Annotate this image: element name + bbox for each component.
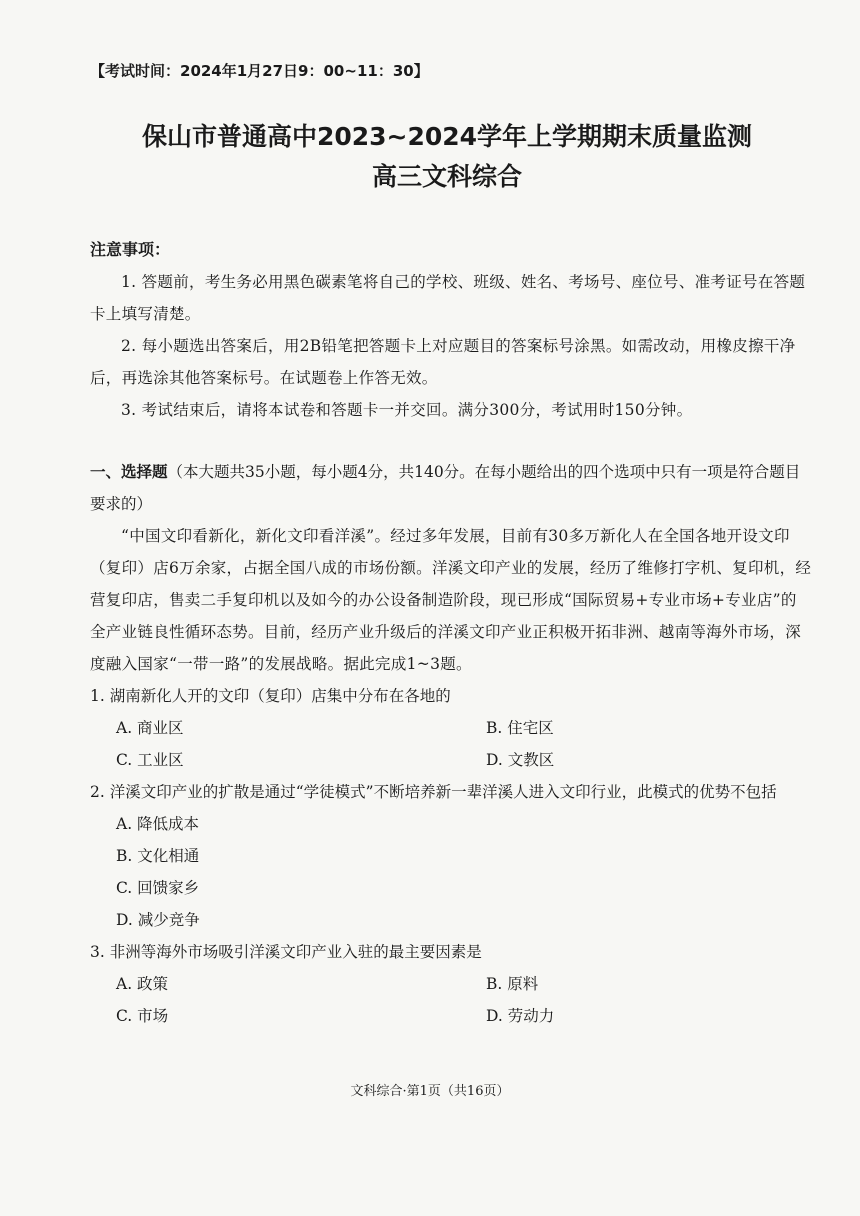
option-a: A. 政策 [116,975,169,993]
notice-item: 2. 每小题选出答案后，用2B铅笔把答题卡上对应题目的答案标号涂黑。如需改动，用橡皮擦干净后，再选涂其他答案标号。在试题卷上作答无效。 [90,337,796,387]
option-a: A. 降低成本 [116,815,200,833]
option-a: A. 商业区 [116,719,184,737]
question-stem: 2. 洋溪文印产业的扩散是通过“学徒模式”不断培养新一辈洋溪人进入文印行业，此模式的优势不包括 [90,783,777,801]
notice-list [90,266,812,426]
page-footer: 文科综合·第1页（共16页） [350,1084,510,1099]
option-b: B. 原料 [486,975,539,993]
exam-time: 【考试时间：2024年1月27日9：00~11：30】 [90,62,429,80]
option-d: D. 文教区 [486,751,555,769]
section-title: 一、选择题 [90,463,168,481]
section-description: （本大题共35小题，每小题4分，共140分。在每小题给出的四个选项中只有一项是符合题目要求的） [90,463,801,513]
question-2 [90,776,812,936]
option-c: C. 市场 [116,1007,169,1025]
option-list [90,968,812,1032]
notice-item: 1. 答题前，考生务必用黑色碳素笔将自己的学校、班级、姓名、考场号、座位号、准考证号在答题卡上填写清楚。 [90,273,806,323]
option-b: B. 文化相通 [116,847,200,865]
exam-title [90,117,812,197]
notice-heading: 注意事项： [90,240,171,259]
section-heading [90,456,812,520]
option-c: C. 回馈家乡 [116,879,200,897]
option-d: D. 减少竞争 [116,911,200,929]
option-b: B. 住宅区 [486,719,554,737]
notice-item: 3. 考试结束后，请将本试卷和答题卡一并交回。满分300分，考试用时150分钟。 [121,401,693,419]
question-stem: 3. 非洲等海外市场吸引洋溪文印产业入驻的最主要因素是 [90,943,482,961]
question-stem: 1. 湖南新化人开的文印（复印）店集中分布在各地的 [90,687,451,705]
title-line-1: 保山市普通高中2023~2024学年上学期期末质量监测 [141,122,753,151]
question-1 [90,680,812,776]
option-list [90,808,812,936]
question-3 [90,936,812,1032]
title-line-2: 高三文科综合 [371,162,522,191]
option-d: D. 劳动力 [486,1007,555,1025]
reading-passage: “中国文印看新化，新化文印看洋溪”。经过多年发展，目前有30多万新化人在全国各地开设文印（复印）店6万余家，占据全国八成的市场份额。洋溪文印产业的发展，经历了维修打字机、复印机，经营复印店，售卖二手复印机以及如今的办公设备制造阶段，现已形成“国际贸易+专业市场+专业店”的全产业链良性循环态势。目前，经历产业升级后的洋溪文印产业正积极开拓非洲、越南等海外市场，深度融入国家“一带一路”的发展战略。据此完成1~3题。 [90,527,812,673]
option-list [90,712,812,776]
option-c: C. 工业区 [116,751,184,769]
